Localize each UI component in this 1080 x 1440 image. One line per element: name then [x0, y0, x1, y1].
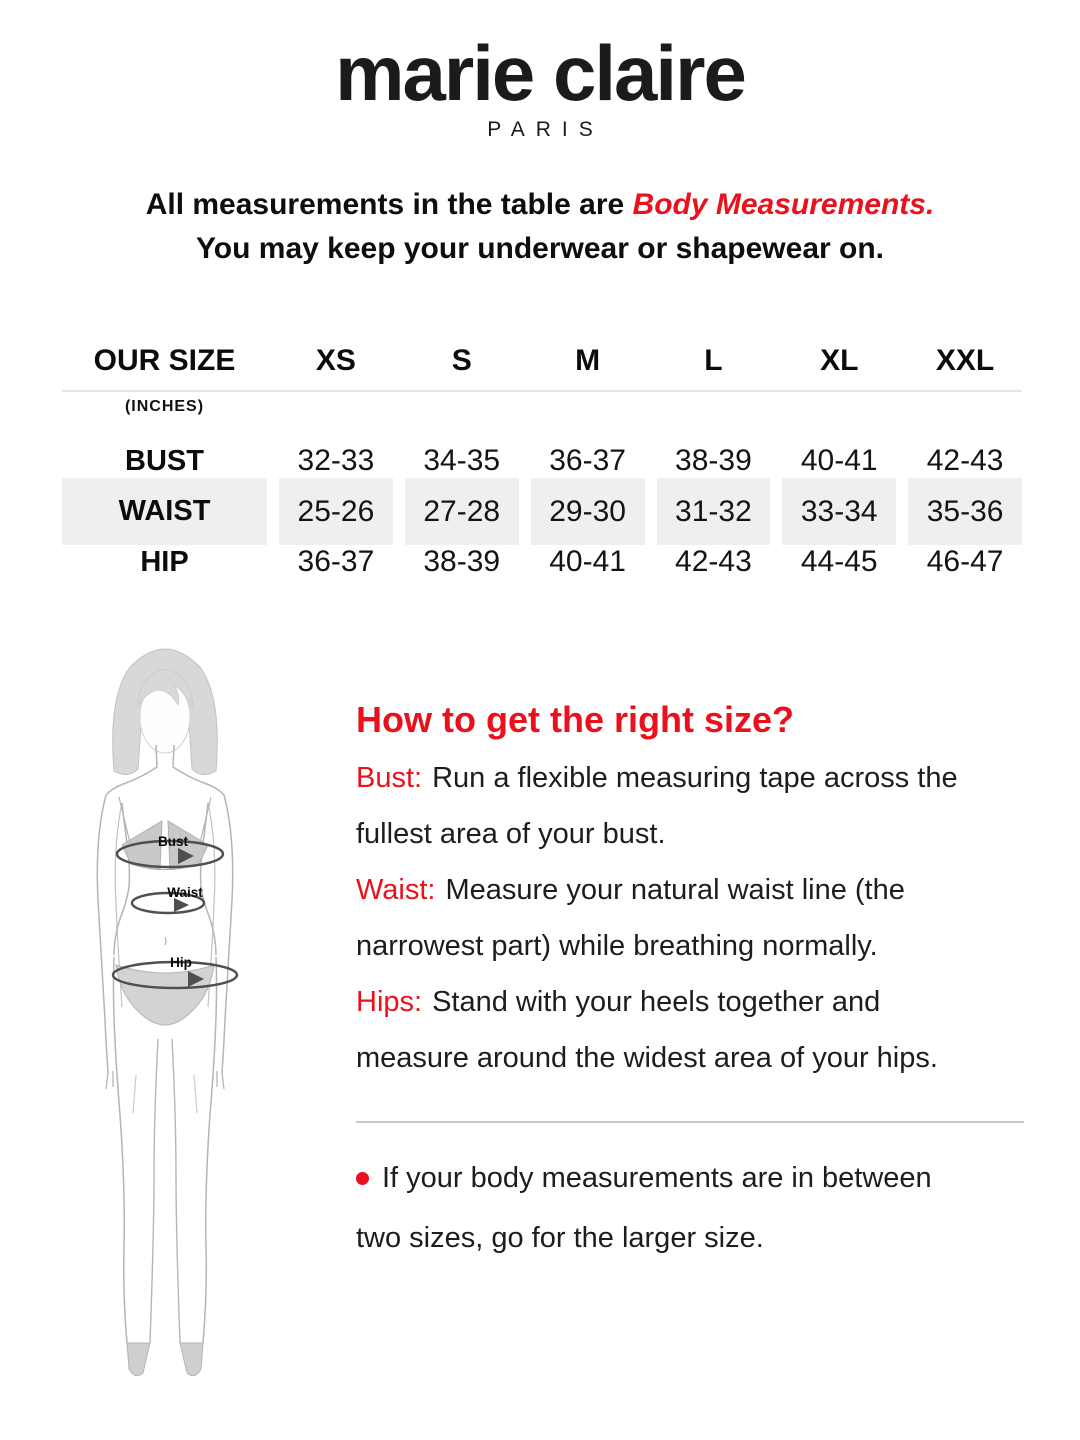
- figure-hip-label: Hip: [170, 955, 192, 970]
- column-header-s: S: [451, 344, 472, 377]
- table-cell: 35-36: [908, 478, 1022, 545]
- note-line2: two sizes, go for the larger size.: [356, 1222, 764, 1254]
- table-cell: 34-35: [423, 444, 501, 477]
- table-cell: 33-34: [782, 478, 896, 545]
- column-header-l: L: [704, 344, 723, 377]
- measurement-figure-illustration: [70, 645, 330, 1385]
- table-cell: 36-37: [549, 444, 626, 477]
- intro-line1-highlight: Body Measurements.: [632, 188, 935, 221]
- sizing-guide: [356, 698, 1024, 1086]
- column-header-m: M: [575, 344, 601, 377]
- table-cell: 36-37: [297, 545, 375, 578]
- unit-label: (INCHES): [124, 398, 205, 415]
- guide-heading: How to get the right size?: [356, 699, 794, 740]
- sizing-note: [356, 1148, 1024, 1268]
- intro-text: [0, 183, 1080, 271]
- table-header-divider: [62, 390, 1022, 392]
- table-cell: 42-43: [926, 444, 1004, 477]
- section-divider: [356, 1121, 1024, 1123]
- guide-term-bust: Bust:: [356, 762, 423, 794]
- column-header-xs: XS: [315, 344, 356, 377]
- table-corner-header: OUR SIZE: [93, 344, 236, 377]
- table-spacer: [62, 420, 1022, 444]
- guide-text: Measure your natural waist line (the: [445, 874, 905, 906]
- table-cell: 27-28: [405, 478, 519, 545]
- size-chart-table: [62, 336, 1022, 579]
- table-cell: 42-43: [675, 545, 752, 578]
- row-label-hip: HIP: [140, 545, 189, 578]
- guide-body: [356, 750, 1024, 1086]
- figure-waist-label: Waist: [167, 885, 203, 900]
- brand-logo: [0, 29, 1080, 142]
- guide-item-waist: [356, 862, 1024, 974]
- table-cell: 40-41: [549, 545, 626, 578]
- note-line1: If your body measurements are in between: [382, 1162, 932, 1194]
- table-cell: 32-33: [297, 444, 375, 477]
- table-cell: 38-39: [423, 545, 501, 578]
- guide-item-bust: [356, 750, 1024, 862]
- guide-text: fullest area of your bust.: [356, 818, 666, 850]
- brand-name: marie claire: [335, 29, 745, 117]
- table-cell: 40-41: [800, 444, 878, 477]
- woman-figure-drawing: [70, 645, 330, 1385]
- table-cell: 29-30: [531, 478, 645, 545]
- row-label-waist: WAIST: [62, 478, 267, 545]
- waist-arrowhead: [174, 898, 189, 912]
- guide-item-hips: [356, 974, 1024, 1086]
- guide-text: Stand with your heels together and: [432, 986, 881, 1018]
- table-cell: 31-32: [657, 478, 771, 545]
- table-cell: 38-39: [675, 444, 752, 477]
- intro-line2: You may keep your underwear or shapewear on.: [196, 232, 884, 265]
- column-header-xxl: XXL: [935, 344, 995, 377]
- row-label-bust: BUST: [125, 444, 204, 477]
- guide-text: Run a flexible measuring tape across the: [432, 762, 958, 794]
- guide-text: narrowest part) while breathing normally.: [356, 930, 878, 962]
- table-cell: 44-45: [800, 545, 878, 578]
- guide-text: measure around the widest area of your hips.: [356, 1042, 938, 1074]
- table-cell: 46-47: [926, 545, 1004, 578]
- guide-term-hips: Hips:: [356, 986, 423, 1018]
- intro-line1-prefix: All measurements in the table are: [145, 188, 633, 221]
- table-cell: 25-26: [279, 478, 393, 545]
- guide-term-waist: Waist:: [356, 874, 436, 906]
- brand-city: PARIS: [487, 118, 604, 141]
- bullet-dot-icon: [356, 1172, 369, 1185]
- figure-bust-label: Bust: [158, 834, 188, 849]
- column-header-xl: XL: [820, 344, 859, 377]
